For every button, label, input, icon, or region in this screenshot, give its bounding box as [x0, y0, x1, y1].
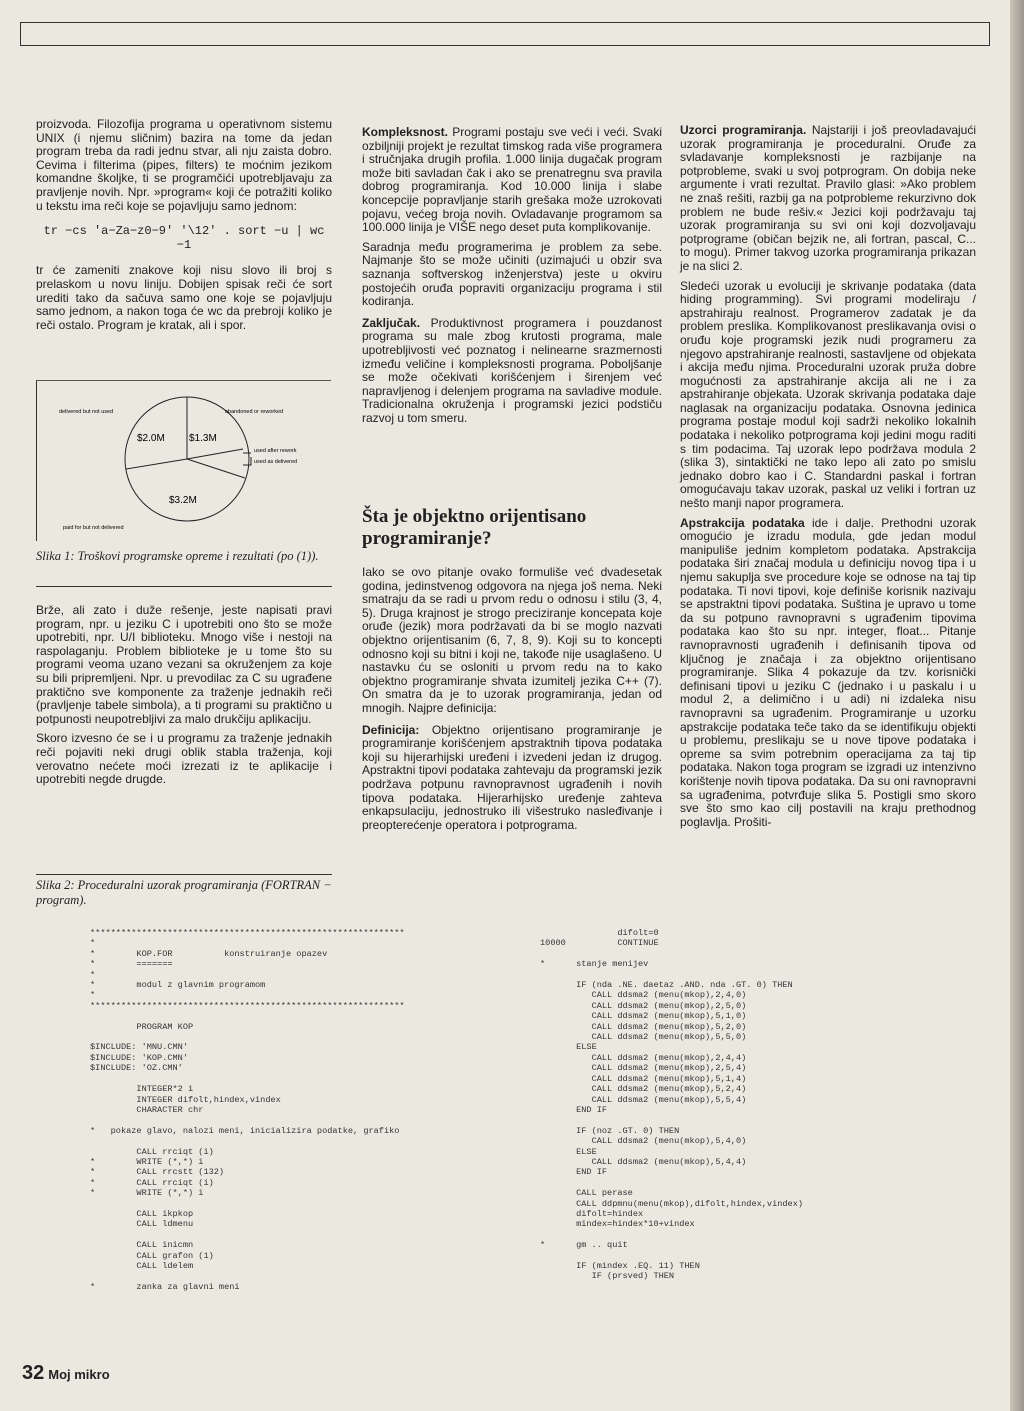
paragraph-text: ide i dalje. Prethodni uzorak omogućio je izradu modula, gde jedan modul manipuliše jednim kompletom podataka. Apstrakcija podataka širi značaj modula u definiciju novog tipa i u njemu sakuplja sve procedure koje se odnose na taj tip podataka. Ti novi tipovi, koje definiše korisnik nazivaju se apstraktni tipovi podataka. Suština je upravo u tome da su potpuno ravnopravni s ugrađenim tipovima podataka kao što su npr. integer, float... Pitanje ravnopravnosti ugrađenih i definisanih tipova od ključnog je značaja i za objektno orijentisano programiranje. Slika 4 pokazuje da tzv. korisnički definisani tipovi u jeziku C (jednako i u paskalu i u modul 2, a delimično i u adi) ni izdaleka nisu ravnopravni sa ugrađenim. Programiranje u uzorku apstrakcije podataka teče tako da se identifikuju objekti u problemu, preslikaju se u nove tipove podataka i opreme sa svim potrebnim operacijama za taj tip podataka. Nakon toga program se izgradi uz intenzivno korištenje novih tipova podataka. Da su oni ravnopravni sa ugrađenima, potvrđuje slika 5. Postigli smo skoro sve što smo kao cilj postavili na kraju prethodnog poglavlja. Prošiti-: [680, 515, 976, 829]
figure-2-caption: Slika 2: Proceduralni uzorak programiranja (FORTRAN − program).: [36, 878, 332, 907]
paragraph: Iako se ovo pitanje ovako formuliše već dvadesetak godina, jedinstvenog odgovora na njega još nema. Neki smatraju da se radi u prvom redu o odnosu i stilu (3, 4, 5). Druga krajnost je strogo preciziranje koncepata koje oruđe (jezik) mora podržavati da bi se moglo nazvati objektno orijentisanim (6, 7, 8, 9). Koji su to koncepti odnosno koji su bitni i koji ne, takođe nije usaglašeno. U nastavku ću se osloniti u prvom redu na to kako objektno programiranje shvata izumitelj jezika C++ (7). On smatra da je to uzorak programiranja, jedan od mnogih. Najpre definicija:: [362, 565, 662, 715]
column-2-continued: [362, 566, 662, 838]
pie-label: used as delivered: [254, 459, 298, 465]
run-in-heading: Zaključak.: [362, 315, 421, 330]
pie-divider: [126, 459, 187, 469]
divider: [36, 586, 332, 587]
pie-label: abandoned or reworked: [225, 409, 284, 415]
paragraph: Saradnja među programerima je problem za sebe. Najmanje što se može učiniti (uzimajući u obzir sva saznanja softverskog inženjerstva) jeste u okviru postojećih oruđa popraviti organizaciju programa i stil kodiranja.: [362, 239, 662, 309]
column-2: [362, 126, 662, 431]
pie-label: paid for but not delivered: [63, 525, 124, 531]
paragraph: [362, 126, 662, 235]
pie-divider: [187, 449, 243, 459]
run-in-heading: Apstrakcija podataka: [680, 515, 805, 530]
pie-value: $2.0M: [137, 433, 165, 444]
figure-1-caption: Slika 1: Troškovi programske opreme i rezultati (po (1)).: [36, 549, 319, 563]
magazine-name: Moj mikro: [48, 1367, 110, 1382]
paragraph: Skoro izvesno će se i u programu za traženje jednakih reči pojaviti neki drugi oblik stabla traženja, koji verovatno nećete moći izrezati iz te aplikacije i upotrebiti negde drugde.: [36, 731, 332, 787]
section-heading: Šta je objektno orijentisano programiranje?: [362, 506, 587, 549]
code-left: ************************************************************* * * KOP.FOR konstruiranje opazev * ======= * * modul z glavnim programom * ************************************************************* PROGRAM KOP $INCLUDE: 'MNU.CMN' $INCLUDE: 'KOP.CMN' $INCLUDE: 'OZ.CMN' INTEGER*2 i INTEGER difolt,hindex,vindex CHARACTER chr * pokaze glavo, nalozi meni, inicializira podatke, grafiko CALL rrciqt (i) * WRITE (*,*) i * CALL rrcstt (132) * CALL rrciqt (i) * WRITE (*,*) i CALL ikpkop CALL ldmenu CALL inicmn CALL grafon (1) CALL ldelem * zanka za glavni meni: [90, 928, 405, 1292]
divider: [36, 874, 332, 875]
paragraph: Brže, ali zato i duže rešenje, jeste napisati pravi program, npr. u jeziku C i upotrebiti ono što se može upotrebiti, npr. U/I biblioteku. Mnogo više i nestoji na raspolaganju. Problem biblioteke je u tome što su programi veoma uzano vezani sa okruženjem za koje su bili pripremljeni. Npr. u prevodilac za C su ugrađene praktično sve komponente za traženje jednakih reči (pravljenje tabele simbola), a ti programi su praktično u potpunosti neupotrebljivi za malo drukčiju aplikaciju.: [36, 603, 332, 726]
paragraph-text: Najstariji i još preovladavajući uzorak programiranja je proceduralni. Oruđe za svladavanje kompleksnosti je razbijanje na potprobleme, svaki u svoj potprogram. On dobija neke argumente i vrati rezultat. Pravilo glasi: »Ako problem ne znaš rešiti, razbij ga na potprobleme rekurzivno dok problem ne bude rešiv.« Jezici koji podržavaju taj uzorak programiranja su svi oni koji dozvoljavaju potprograme (običan bejzik ne, ali fortran, pascal, C... to mogu). Primer takvog uzorka programiranja prikazan je na slici 2.: [680, 123, 977, 273]
pie-value: $1.3M: [189, 433, 217, 444]
paragraph: [362, 724, 662, 833]
leader-line: [243, 457, 251, 465]
paragraph: [680, 517, 976, 830]
column-1: [36, 118, 332, 338]
page-footer: [22, 1362, 110, 1385]
paragraph: Sledeći uzorak u evoluciji je skrivanje podataka (data hiding programming). Svi programi modeliraju / apstrahiraju realnost. Programerov zadatak je da problem preslika. Komplikovanost preslikavanja ovisi o oruđu koje programski jezik nudi programeru za njegovo apstrahiranje realnosti, sastavljene od objekata i akcija među njima. Proceduralni uzorak pruža dobre mogućnosti za apstrahiranje akcija ali ne i za apstrahiranje objekata. Uzorak skrivanja podataka daje naglasak na organizaciju podataka. Osnovna jedinica programa postaje modul koji sadrži nekoliko lokalnih podataka i nekoliko potprograma koji jedini mogu raditi s tim podacima. Taj uzorak lepo podržava modula 2 (slika 3), sintaktički ne tako lepo ali zato po smislu jednako dobro kao i C. Standardni paskal i fortran omogućavaju takav uzorak, paskal uz veliki i fortran uz nešto manji napor programera.: [680, 278, 976, 511]
pie-label: used after rework: [254, 448, 297, 454]
pie-chart: [37, 381, 331, 541]
column-1-continued: [36, 604, 332, 793]
fortran-listing: [90, 928, 1000, 1328]
column-3: [680, 124, 976, 835]
figure-1-pie: [36, 380, 331, 541]
pie-value: $3.2M: [169, 495, 197, 506]
run-in-heading: Uzorci programiranja.: [680, 123, 807, 137]
header-frame: [20, 22, 990, 46]
paragraph: tr će zameniti znakove koji nisu slovo ili broj s prelaskom u novu liniju. Dobijen spisak reči će sort urediti tako da sačuva samo one koje se pojavljuju samo jednom, a nakon toga će wc da prebroji koliko je reči ostalo. Program je kratak, ali i spor.: [36, 263, 332, 332]
code-right: difolt=0 10000 CONTINUE * stanje menijev IF (nda .NE. daetaz .AND. nda .GT. 0) THEN CALL ddsma2 (menu(mkop),2,4,0) CALL ddsma2 (menu(mkop),2,5,0) CALL ddsma2 (menu(mkop),5,1,0) CALL ddsma2 (menu(mkop),5,2,0) CALL ddsma2 (menu(mkop),5,5,0) ELSE CALL ddsma2 (menu(mkop),2,4,4) CALL ddsma2 (menu(mkop),2,5,4) CALL ddsma2 (menu(mkop),5,1,4) CALL ddsma2 (menu(mkop),5,2,4) CALL ddsma2 (menu(mkop),5,5,4) END IF IF (noz .GT. 0) THEN CALL ddsma2 (menu(mkop),5,4,0) ELSE CALL ddsma2 (menu(mkop),5,4,4) END IF CALL perase CALL ddpmnu(menu(mkop),difolt,hindex,vindex) difolt=hindex mindex=hindex*10+vindex * gm .. quit IF (mindex .EQ. 11) THEN IF (prsved) THEN: [540, 928, 804, 1282]
run-in-heading: Definicija:: [362, 722, 420, 737]
run-in-heading: Kompleksnost.: [362, 125, 449, 139]
pie-divider: [187, 459, 245, 478]
paragraph-text: Programi postaju sve veći i veći. Svaki ozbiljniji projekt je rezultat timskog rada više programera i stručnjaka drugih profila. 1.000 linija dugačak program može biti savladan čak i ako se prenatregnu sva pravila dobrog programiranja. Kod 10.000 linija i slabe koncepcije popravljanje starih grešaka može uzrokovati pojavu, većeg broja novih. Ovladavanje programom sa 100.000 linija je VIŠE nego deset puta komplikovanije.: [362, 125, 662, 235]
paragraph: [362, 317, 662, 426]
pie-label: delivered but not used: [59, 409, 114, 415]
shell-command: tr −cs 'a−Za−z0−9' '\12' . sort −u | wc −1: [43, 224, 325, 252]
paragraph-text: Produktivnost programera i pouzdanost programa su male zbog krutosti programa, male upotrebljivosti već poznatog i nelinearne srazmernosti između veličine i kompleksnosti programa. Poboljšanje se može očekivati korišćenjem i širenjem već napravljenog i delenjem programa na savladive module. Tradicionalna okruženja i programski jezici podstiču razvoj u tom smeru.: [362, 315, 662, 425]
page-edge: [1010, 0, 1024, 1411]
paragraph: proizvoda. Filozofija programa u operativnom sistemu UNIX (i njemu sličnim) bazira na tome da jedan program treba da radi jednu stvar, ali nju zaista dobro. Cevima i filterima (pipes, filters) te moćnim jezikom komandne školjke, ti se programčići upotrebljavaju za pravljenje novih. Npr. »program« koji će potražiti koliko u tekstu ima reči koje se pojavljuju samo jednom:: [36, 117, 332, 213]
page-number: 32: [22, 1362, 45, 1384]
paragraph-text: Objektno orijentisano programiranje je programiranje korišćenjem apstraktnih tipova podataka koji su hijerarhijski uređeni i izvedeni jedan iz drugog. Apstraktni tipovi podataka zahtevaju da programski jezik podržava potpunu ravnopravnost ugrađenih i novih tipova podataka. Hijerarhijsko uređenje zahteva enkapsulaciju, jednostruko ili višestruko nasleđivanje i preopterećenje operatora i potprograma.: [362, 722, 662, 832]
paragraph: [680, 124, 976, 274]
